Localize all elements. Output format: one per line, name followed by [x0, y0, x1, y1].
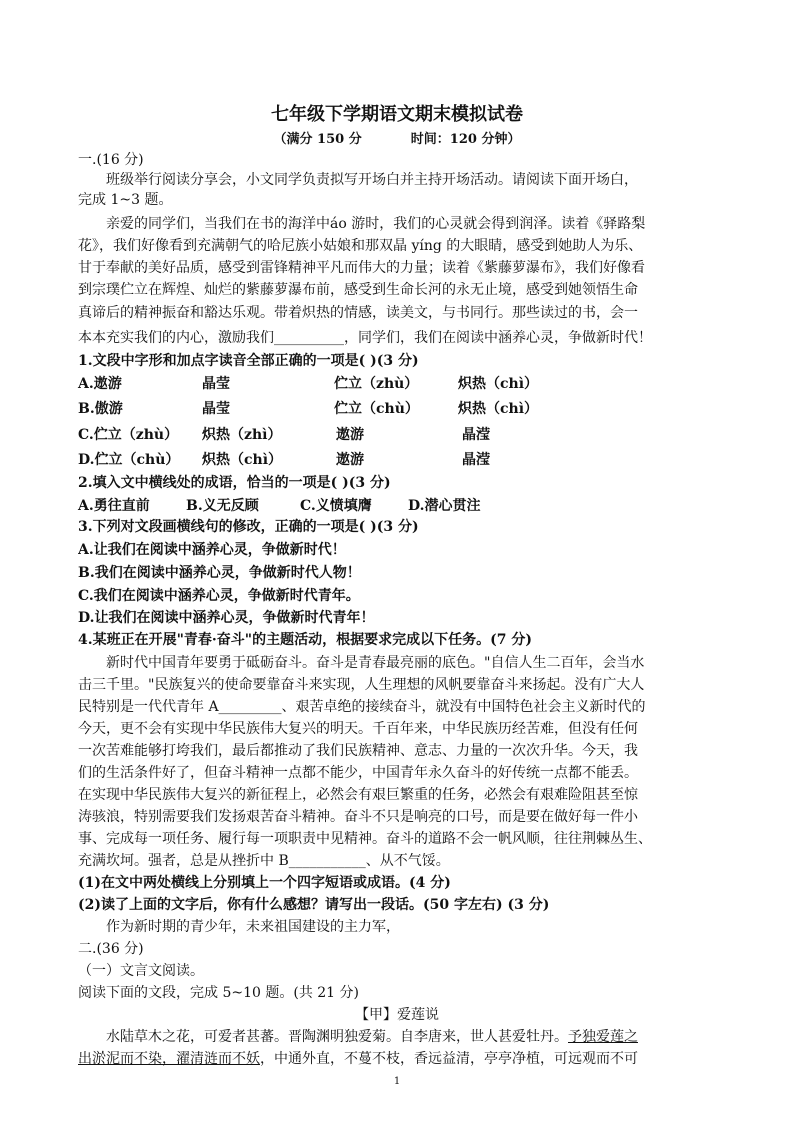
option-word: 遨游 — [336, 452, 364, 468]
classical-text-line — [78, 1049, 714, 1069]
passage-line: 亲爱的同学们，当我们在书的海洋中áo 游时，我们的心灵就会得到润泽。读着《驿路梨 — [106, 216, 646, 232]
page-title: 七年级下学期语文期末模拟试卷 — [271, 104, 523, 125]
option-word: 晶莹 — [202, 376, 230, 392]
option-word: 炽热（chì） — [458, 401, 539, 417]
q4-passage-line: 事、完成每一项任务、履行每一项职责中见精神。奋斗的道路不会一帆风顺，往往荆棘丛生、 — [78, 831, 652, 847]
question-1-stem: 1.文段中字形和加点字读音全部正确的一项是( )(3 分) — [78, 353, 419, 369]
q4-passage-line: 新时代中国青年要勇于砥砺奋斗。奋斗是青春最亮丽的底色。"自信人生二百年，会当水 — [106, 655, 645, 671]
question-3-option: C.我们在阅读中涵养心灵，争做新时代青年。 — [78, 588, 360, 604]
total-score: （满分 150 分 — [273, 132, 362, 147]
section-intro: 完成 1~3 题。 — [78, 192, 173, 208]
section-heading: 二.(36 分) — [78, 941, 144, 957]
question-4-sub-1: (1)在文中两处横线上分别填上一个四字短语或成语。(4 分) — [78, 875, 451, 891]
q4-passage-line: 今天，更不会有实现中华民族伟大复兴的明天。千百年来，中华民族历经苦难，但没有任何 — [78, 721, 638, 737]
text-segment: ，中通外直，不蔓不枝，香远益清，亭亭净植，可远观而不可 — [260, 1051, 638, 1067]
option-word: 伫立（zhù） — [334, 376, 419, 392]
option-word: 晶滢 — [462, 452, 490, 468]
option-word: 炽热（chì） — [202, 452, 283, 468]
q4-passage-line: 涛骇浪，特别需要我们发扬艰苦奋斗精神。奋斗不只是响亮的口号，而是要在做好每一件小 — [78, 809, 638, 825]
underlined-sentence: 予独爱莲之 — [568, 1029, 638, 1045]
question-3-option: A.让我们在阅读中涵养心灵，争做新时代！ — [78, 542, 346, 558]
page-number: 1 — [393, 1076, 401, 1087]
question-3-option: B.我们在阅读中涵养心灵，争做新时代人物！ — [78, 565, 361, 581]
q4-passage-line: 在实现中华民族伟大复兴的新征程上，必然会有艰巨繁重的任务，必然会有艰难险阻甚至惊 — [78, 787, 638, 803]
underlined-sentence: 出淤泥而不染，濯清涟而不妖 — [78, 1051, 260, 1067]
q4-passage-line: 击三千里。"民族复兴的使命要靠奋斗来实现，人生理想的风帆要靠奋斗来扬起。没有广大人 — [78, 677, 645, 693]
option-label: C.伫立（zhù） — [78, 427, 179, 443]
q4-passage-line: 充满坎坷。强者，总是从挫折中 B___________、从不气馁。 — [78, 853, 450, 869]
question-1-option-c — [78, 424, 714, 446]
section-heading: 一.(16 分) — [78, 152, 144, 168]
option: B.义无反顾 — [186, 498, 259, 514]
question-3-stem: 3.下列对文段画横线句的修改，正确的一项是( )(3 分) — [78, 519, 419, 535]
exam-subtitle — [0, 128, 794, 147]
passage-line: 真谛后的精神振奋和豁达乐观。带着炽热的情感，读美文，与书同行。那些读过的书，会一 — [78, 305, 638, 321]
question-1-option-b — [78, 398, 714, 420]
question-4-sub-2: (2)读了上面的文字后，你有什么感想？请写出一段话。(50 字左右) (3 分) — [78, 897, 550, 913]
part-heading: （一）文言文阅读。 — [78, 963, 204, 979]
question-3-option: D.让我们在阅读中涵养心灵，争做新时代青年！ — [78, 610, 375, 626]
q4-passage-line: 民特别是一代代青年 A_________、艰苦卓绝的接续奋斗，就没有中国特色社会主义新时代的 — [78, 699, 646, 715]
question-4-stem: 4.某班正在开展"青春·奋斗"的主题活动，根据要求完成以下任务。(7 分) — [78, 632, 532, 648]
question-1-option-d — [78, 449, 714, 471]
option-word: 遨游 — [336, 427, 364, 443]
passage-line: 花》，我们好像看到充满朝气的哈尼族小姑娘和那双晶 yíng 的大眼睛，感受到她助人为乐、 — [78, 238, 643, 254]
option: D.潜心贯注 — [408, 498, 481, 514]
q4-passage-line: 一次苦难能够打垮我们，最后都推动了我们民族精神、意志、力量的一次次升华。今天，我 — [78, 743, 638, 759]
q4-passage-line: 们的生活条件好了，但奋斗精神一点都不能少，中国青年永久奋斗的好传统一点都不能丢。 — [78, 765, 638, 781]
passage-line: 到宗璞伫立在辉煌、灿烂的紫藤萝瀑布前，感受到生命长河的永无止境，感受到她领悟生命 — [78, 282, 638, 298]
time-limit: 时间：120 分钟） — [410, 132, 521, 147]
passage-line: 本本充实我们的内心，激励我们__________，同学们，我们在阅读中涵养心灵，争做新时代！ — [78, 330, 652, 346]
option-word: 伫立（chù） — [334, 401, 419, 417]
classical-text-line — [106, 1027, 714, 1047]
question-2-stem: 2.填入文中横线处的成语，恰当的一项是( )(3 分) — [78, 475, 391, 491]
option-label: A.遨游 — [78, 376, 122, 392]
option-label: B.傲游 — [78, 401, 123, 417]
option: C.义愤填膺 — [300, 498, 372, 514]
text-segment: 水陆草木之花，可爱者甚蕃。晋陶渊明独爱菊。自李唐来，世人甚爱牡丹。 — [106, 1029, 568, 1045]
reading-instruction: 阅读下面的文段，完成 5~10 题。(共 21 分) — [78, 985, 359, 1001]
option-word: 晶莹 — [202, 401, 230, 417]
option-word: 炽热（chì） — [458, 376, 539, 392]
option: A.勇往直前 — [78, 498, 150, 514]
question-4-answer: 作为新时期的青少年，未来祖国建设的主力军， — [106, 919, 400, 935]
section-intro: 班级举行阅读分享会，小文同学负责拟写开场白并主持开场活动。请阅读下面开场白， — [106, 172, 638, 188]
question-1-option-a — [78, 373, 714, 395]
text-title: 【甲】爱莲说 — [355, 1007, 439, 1023]
option-label: D.伫立（chù） — [78, 452, 180, 468]
option-word: 炽热（zhì） — [202, 427, 282, 443]
passage-line: 甘于奉献的美好品质，感受到雷锋精神平凡而伟大的力量；读着《紫藤萝瀑布》，我们好像看 — [78, 260, 645, 276]
option-word: 晶滢 — [462, 427, 490, 443]
question-2-options — [78, 495, 714, 517]
